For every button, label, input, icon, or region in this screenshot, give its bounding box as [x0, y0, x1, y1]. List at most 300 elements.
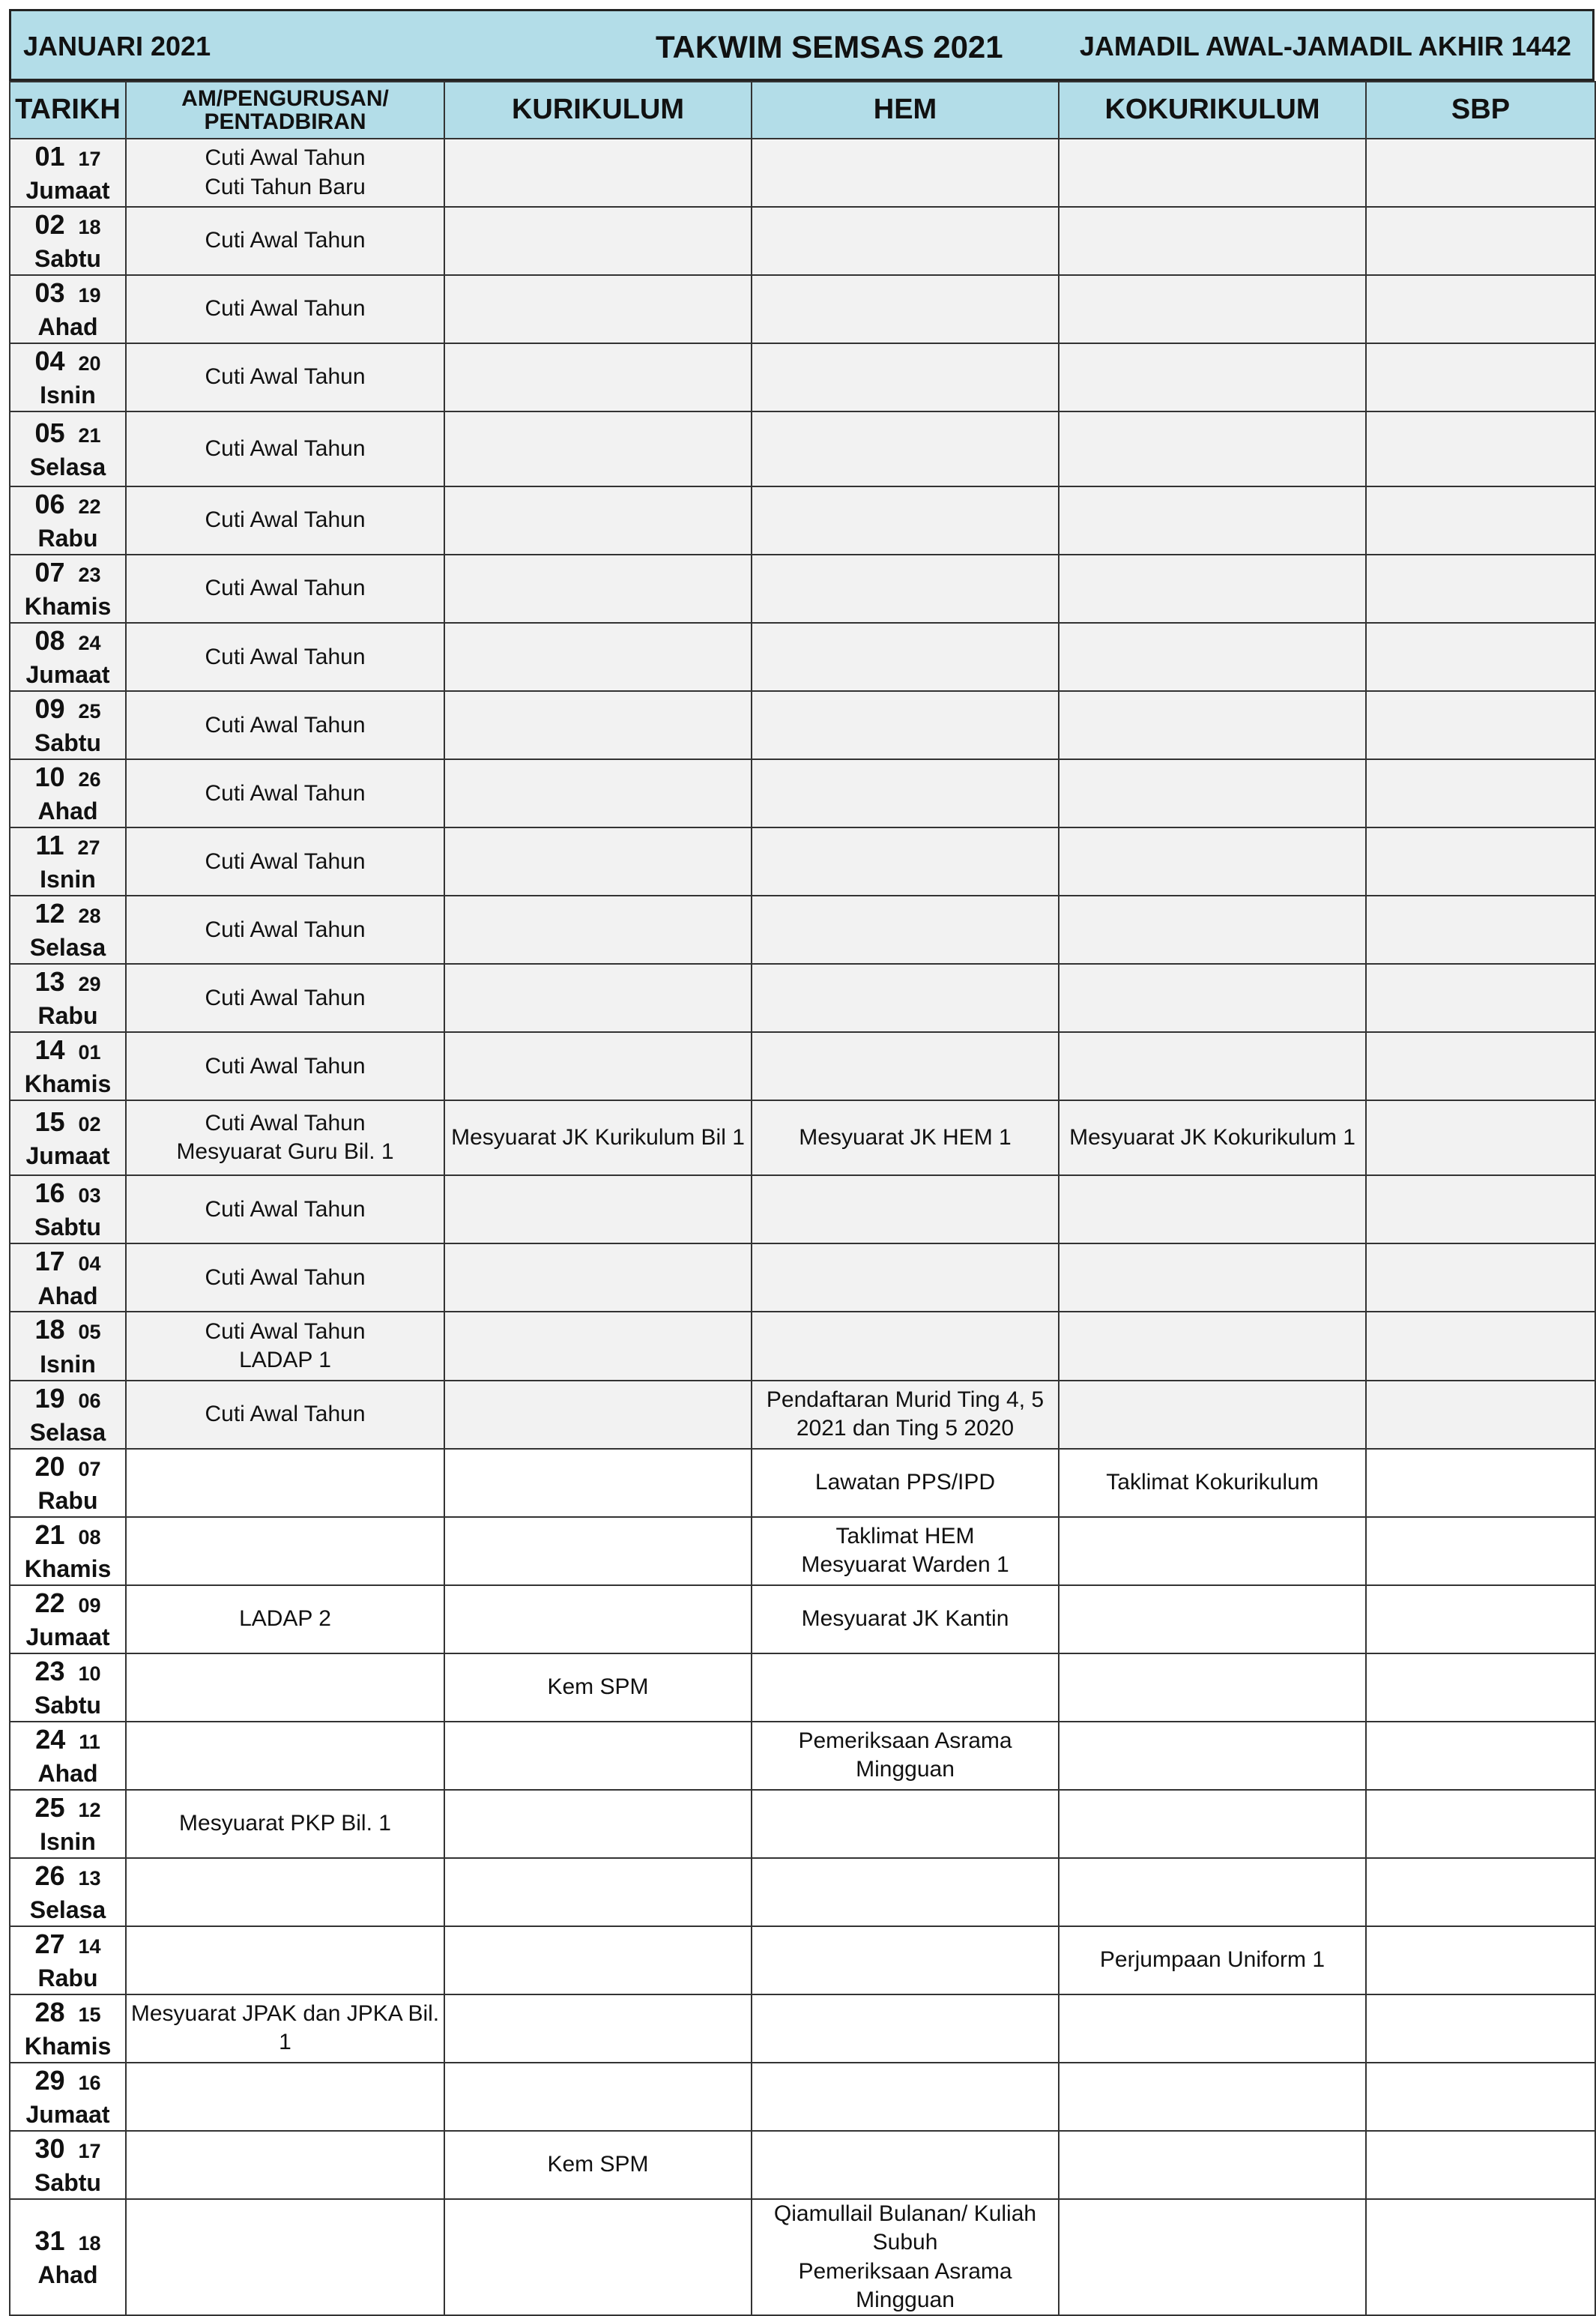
- date-cell: [10, 1653, 126, 1722]
- cell-sbp: [1366, 964, 1595, 1032]
- cell-hem: [752, 1858, 1059, 1926]
- cell-hem: [752, 486, 1059, 555]
- day-name: Jumaat: [25, 177, 110, 205]
- cell-hem: [752, 1381, 1059, 1449]
- cell-kokurikulum: [1059, 1722, 1366, 1790]
- cell-hem: [752, 1585, 1059, 1653]
- day-name: Isnin: [40, 382, 96, 409]
- event-text: Mesyuarat JK Kurikulum Bil 1: [451, 1125, 745, 1151]
- cell-hem: [752, 2063, 1059, 2131]
- date-number: 29: [34, 2064, 65, 2096]
- date-number: 10: [34, 762, 65, 793]
- calendar-table: [9, 81, 1596, 2316]
- cell-kurikulum: [444, 1722, 752, 1790]
- cell-kokurikulum: [1059, 207, 1366, 275]
- hijri-date-number: 08: [78, 1525, 101, 1548]
- cell-kokurikulum: [1059, 1100, 1366, 1175]
- event-text: Mesyuarat JK HEM 1: [799, 1125, 1012, 1151]
- cell-hem: [752, 827, 1059, 896]
- hijri-date-number: 16: [78, 2071, 101, 2094]
- event-text: Cuti Awal Tahun: [205, 228, 366, 253]
- cell-kokurikulum: [1059, 1858, 1366, 1926]
- cell-hem: [752, 1243, 1059, 1312]
- table-row: [10, 691, 1595, 759]
- date-cell: [10, 759, 126, 827]
- cell-am: [126, 1312, 444, 1380]
- event-text: Cuti Awal Tahun: [205, 1264, 366, 1290]
- event-text: Cuti Awal Tahun: [205, 1318, 366, 1344]
- event-text: Mesyuarat JK Kantin: [801, 1605, 1009, 1631]
- event-text: Mesyuarat PKP Bil. 1: [179, 1811, 391, 1836]
- cell-kurikulum: [444, 759, 752, 827]
- cell-kokurikulum: [1059, 1653, 1366, 1722]
- cell-kokurikulum: [1059, 1517, 1366, 1585]
- date-number: 18: [34, 1314, 65, 1345]
- date-number: 01: [34, 141, 65, 172]
- column-header-sbp: SBP: [1366, 82, 1595, 139]
- cell-sbp: [1366, 275, 1595, 343]
- event-text: Cuti Awal Tahun: [205, 435, 366, 461]
- cell-am: [126, 1858, 444, 1926]
- table-row: [10, 343, 1595, 411]
- hijri-date-number: 25: [78, 700, 101, 723]
- date-number: 17: [34, 1246, 65, 1277]
- event-text: Taklimat Kokurikulum: [1106, 1469, 1319, 1495]
- cell-kurikulum: [444, 1790, 752, 1858]
- day-name: Selasa: [29, 1418, 106, 1446]
- column-header-hem: HEM: [752, 82, 1059, 139]
- day-name: Rabu: [37, 525, 98, 552]
- day-name: Jumaat: [25, 1623, 110, 1650]
- cell-sbp: [1366, 1653, 1595, 1722]
- cell-kurikulum: [444, 139, 752, 207]
- page-title: TAKWIM SEMSAS 2021: [656, 29, 1003, 64]
- hijri-date-number: 10: [78, 1662, 101, 1685]
- date-number: 07: [34, 557, 65, 588]
- cell-hem: [752, 1032, 1059, 1100]
- event-text: Cuti Awal Tahun: [205, 1196, 366, 1222]
- column-header-kokurikulum: KOKURIKULUM: [1059, 82, 1366, 139]
- day-name: Jumaat: [25, 661, 110, 689]
- cell-am: [126, 896, 444, 964]
- date-number: 25: [34, 1791, 65, 1823]
- event-text: Mesyuarat JK Kokurikulum 1: [1069, 1125, 1355, 1151]
- day-name: Ahad: [37, 1282, 98, 1309]
- table-row: [10, 411, 1595, 486]
- day-name: Ahad: [37, 1759, 98, 1787]
- hijri-date-number: 02: [78, 1112, 101, 1136]
- cell-kurikulum: [444, 1381, 752, 1449]
- date-number: 20: [34, 1450, 65, 1482]
- cell-am: [126, 2063, 444, 2131]
- cell-hem: [752, 1926, 1059, 1994]
- day-name: Selasa: [29, 934, 106, 962]
- day-name: Ahad: [37, 2261, 98, 2289]
- date-number: 24: [35, 1723, 66, 1755]
- table-row: [10, 1100, 1595, 1175]
- cell-am: [126, 1517, 444, 1585]
- cell-am: [126, 343, 444, 411]
- hijri-date-number: 18: [78, 216, 101, 239]
- cell-sbp: [1366, 343, 1595, 411]
- table-row: [10, 2131, 1595, 2199]
- day-name: Jumaat: [25, 2100, 110, 2128]
- cell-kokurikulum: [1059, 759, 1366, 827]
- cell-sbp: [1366, 1926, 1595, 1994]
- cell-kokurikulum: [1059, 343, 1366, 411]
- header-row: [10, 82, 1595, 139]
- cell-hem: [752, 1722, 1059, 1790]
- date-cell: [10, 1926, 126, 1994]
- hijri-date-number: 24: [78, 632, 101, 655]
- cell-kokurikulum: [1059, 1994, 1366, 2063]
- date-number: 09: [34, 693, 65, 725]
- cell-hem: [752, 623, 1059, 691]
- cell-hem: [752, 275, 1059, 343]
- date-number: 05: [34, 417, 65, 448]
- cell-kokurikulum: [1059, 486, 1366, 555]
- day-name: Khamis: [24, 1554, 112, 1582]
- date-cell: [10, 1790, 126, 1858]
- hijri-date-number: 14: [78, 1934, 101, 1958]
- date-number: 31: [34, 2225, 65, 2257]
- cell-kurikulum: [444, 2063, 752, 2131]
- cell-hem: [752, 1653, 1059, 1722]
- date-cell: [10, 139, 126, 207]
- cell-am: [126, 1175, 444, 1243]
- cell-kurikulum: [444, 1585, 752, 1653]
- month-label: JANUARI 2021: [23, 31, 211, 61]
- cell-hem: [752, 1100, 1059, 1175]
- cell-am: [126, 1994, 444, 2063]
- date-number: 26: [34, 1860, 65, 1891]
- day-name: Sabtu: [34, 729, 101, 757]
- cell-sbp: [1366, 759, 1595, 827]
- cell-sbp: [1366, 1032, 1595, 1100]
- date-number: 16: [34, 1177, 65, 1209]
- cell-sbp: [1366, 827, 1595, 896]
- cell-am: [126, 1585, 444, 1653]
- hijri-date-number: 04: [78, 1252, 101, 1276]
- cell-sbp: [1366, 1243, 1595, 1312]
- day-name: Khamis: [24, 2032, 112, 2060]
- cell-am: [126, 1381, 444, 1449]
- cell-hem: [752, 896, 1059, 964]
- cell-am: [126, 623, 444, 691]
- hijri-date-number: 21: [78, 423, 101, 447]
- date-number: 28: [34, 1996, 65, 2027]
- date-cell: [10, 1312, 126, 1380]
- cell-hem: [752, 1994, 1059, 2063]
- date-cell: [10, 691, 126, 759]
- day-name: Sabtu: [34, 2168, 101, 2196]
- cell-sbp: [1366, 691, 1595, 759]
- event-text: Cuti Awal Tahun: [205, 985, 366, 1010]
- cell-hem: [752, 1175, 1059, 1243]
- date-cell: [10, 2131, 126, 2199]
- cell-kokurikulum: [1059, 275, 1366, 343]
- day-name: Rabu: [37, 1002, 98, 1030]
- cell-kokurikulum: [1059, 2063, 1366, 2131]
- table-row: [10, 1449, 1595, 1517]
- cell-kokurikulum: [1059, 623, 1366, 691]
- cell-kurikulum: [444, 1312, 752, 1380]
- cell-am: [126, 555, 444, 623]
- cell-kokurikulum: [1059, 555, 1366, 623]
- table-row: [10, 139, 1595, 207]
- date-cell: [10, 2199, 126, 2316]
- date-number: 19: [34, 1382, 65, 1414]
- hijri-date-number: 15: [78, 2003, 101, 2026]
- hijri-date-number: 05: [78, 1321, 101, 1344]
- table-row: [10, 896, 1595, 964]
- table-row: [10, 2063, 1595, 2131]
- cell-sbp: [1366, 1312, 1595, 1380]
- cell-kurikulum: [444, 1994, 752, 2063]
- hijri-date-number: 01: [78, 1041, 101, 1064]
- hijri-date-number: 06: [78, 1389, 101, 1412]
- cell-hem: [752, 555, 1059, 623]
- event-text: Pendaftaran Murid Ting 4, 5: [766, 1387, 1045, 1412]
- cell-kurikulum: [444, 1243, 752, 1312]
- day-name: Rabu: [37, 1486, 98, 1514]
- event-text: Cuti Awal Tahun: [205, 145, 366, 171]
- cell-am: [126, 691, 444, 759]
- event-text: Cuti Awal Tahun: [205, 780, 366, 806]
- cell-kokurikulum: [1059, 691, 1366, 759]
- event-text: Lawatan PPS/IPD: [814, 1469, 996, 1495]
- cell-kurikulum: [444, 275, 752, 343]
- day-name: Rabu: [37, 1964, 98, 1991]
- cell-kokurikulum: [1059, 1926, 1366, 1994]
- date-cell: [10, 1722, 126, 1790]
- date-cell: [10, 2063, 126, 2131]
- cell-am: [126, 759, 444, 827]
- cell-sbp: [1366, 1517, 1595, 1585]
- day-name: Isnin: [40, 866, 96, 893]
- cell-hem: [752, 411, 1059, 486]
- hijri-date-number: 19: [78, 284, 101, 307]
- table-row: [10, 623, 1595, 691]
- hijri-date-number: 12: [78, 1798, 101, 1821]
- date-cell: [10, 1858, 126, 1926]
- cell-am: [126, 1032, 444, 1100]
- cell-kurikulum: [444, 1517, 752, 1585]
- event-text: Pemeriksaan Asrama: [798, 2258, 1012, 2284]
- event-text: Cuti Awal Tahun: [205, 644, 366, 669]
- cell-kokurikulum: [1059, 827, 1366, 896]
- event-text: Cuti Awal Tahun: [205, 712, 366, 738]
- cell-kokurikulum: [1059, 2199, 1366, 2316]
- cell-sbp: [1366, 555, 1595, 623]
- event-text: Mingguan: [856, 1757, 955, 1782]
- cell-kurikulum: [444, 691, 752, 759]
- date-cell: [10, 1585, 126, 1653]
- hijri-date-number: 18: [78, 2232, 101, 2255]
- cell-sbp: [1366, 1858, 1595, 1926]
- date-number: 08: [34, 625, 65, 657]
- event-text: Kem SPM: [547, 1674, 649, 1699]
- cell-hem: [752, 1312, 1059, 1380]
- table-row: [10, 2199, 1595, 2316]
- event-text: Cuti Tahun Baru: [205, 174, 366, 199]
- hijri-date-number: 11: [79, 1730, 100, 1753]
- cell-hem: [752, 964, 1059, 1032]
- cell-hem: [752, 1790, 1059, 1858]
- table-row: [10, 827, 1595, 896]
- date-number: 27: [34, 1928, 65, 1959]
- date-cell: [10, 1517, 126, 1585]
- event-text: Qiamullail Bulanan/ Kuliah: [773, 2201, 1037, 2226]
- cell-sbp: [1366, 2131, 1595, 2199]
- event-text: Taklimat HEM: [835, 1523, 975, 1548]
- table-row: [10, 1858, 1595, 1926]
- day-name: Selasa: [29, 453, 106, 480]
- calendar-body: [10, 139, 1595, 2315]
- day-name: Ahad: [37, 313, 98, 341]
- event-text: Cuti Awal Tahun: [205, 1111, 366, 1136]
- event-text: Subuh: [872, 2230, 938, 2255]
- date-cell: [10, 896, 126, 964]
- cell-sbp: [1366, 1790, 1595, 1858]
- table-row: [10, 1585, 1595, 1653]
- hijri-date-number: 28: [78, 905, 101, 928]
- table-row: [10, 1722, 1595, 1790]
- date-cell: [10, 964, 126, 1032]
- table-row: [10, 1926, 1595, 1994]
- cell-sbp: [1366, 1585, 1595, 1653]
- date-cell: [10, 1381, 126, 1449]
- date-number: 06: [34, 489, 65, 520]
- cell-kurikulum: [444, 896, 752, 964]
- cell-hem: [752, 343, 1059, 411]
- cell-kurikulum: [444, 343, 752, 411]
- hijri-date-number: 26: [78, 768, 101, 791]
- hijri-date-number: 17: [78, 2139, 101, 2162]
- cell-sbp: [1366, 1449, 1595, 1517]
- table-row: [10, 1175, 1595, 1243]
- event-text: Mesyuarat Warden 1: [801, 1552, 1009, 1578]
- date-cell: [10, 1449, 126, 1517]
- cell-sbp: [1366, 411, 1595, 486]
- cell-am: [126, 2131, 444, 2199]
- hijri-date-number: 22: [78, 495, 101, 519]
- table-row: [10, 1994, 1595, 2063]
- cell-kokurikulum: [1059, 896, 1366, 964]
- cell-kurikulum: [444, 2199, 752, 2316]
- cell-kokurikulum: [1059, 1312, 1366, 1380]
- cell-sbp: [1366, 207, 1595, 275]
- cell-am: [126, 2199, 444, 2316]
- table-row: [10, 486, 1595, 555]
- cell-am: [126, 275, 444, 343]
- table-row: [10, 964, 1595, 1032]
- date-cell: [10, 1032, 126, 1100]
- hijri-date-number: 29: [78, 973, 101, 996]
- event-text: Cuti Awal Tahun: [205, 848, 366, 874]
- column-header-kurikulum: KURIKULUM: [444, 82, 752, 139]
- cell-kurikulum: [444, 1858, 752, 1926]
- event-text: Cuti Awal Tahun: [205, 364, 366, 390]
- cell-kokurikulum: [1059, 1381, 1366, 1449]
- event-text: Cuti Awal Tahun: [205, 1053, 366, 1079]
- date-cell: [10, 343, 126, 411]
- cell-kurikulum: [444, 555, 752, 623]
- date-number: 15: [34, 1106, 65, 1137]
- cell-am: [126, 207, 444, 275]
- cell-hem: [752, 139, 1059, 207]
- table-row: [10, 1381, 1595, 1449]
- cell-am: [126, 1722, 444, 1790]
- hijri-date-number: 13: [78, 1866, 101, 1890]
- hijri-date-number: 03: [78, 1184, 101, 1207]
- day-name: Isnin: [40, 1827, 96, 1855]
- cell-kokurikulum: [1059, 1585, 1366, 1653]
- day-name: Khamis: [24, 1070, 112, 1098]
- cell-am: [126, 1243, 444, 1312]
- date-cell: [10, 275, 126, 343]
- column-header-tarikh: TARIKH: [10, 82, 126, 139]
- day-name: Ahad: [37, 797, 98, 825]
- event-text: Pemeriksaan Asrama: [798, 1728, 1012, 1753]
- cell-am: [126, 1653, 444, 1722]
- cell-kokurikulum: [1059, 2131, 1366, 2199]
- cell-kokurikulum: [1059, 139, 1366, 207]
- table-row: [10, 555, 1595, 623]
- event-text: Kem SPM: [547, 2152, 649, 2177]
- cell-kokurikulum: [1059, 964, 1366, 1032]
- cell-kokurikulum: [1059, 1175, 1366, 1243]
- cell-kurikulum: [444, 411, 752, 486]
- table-row: [10, 207, 1595, 275]
- date-cell: [10, 207, 126, 275]
- cell-hem: [752, 207, 1059, 275]
- table-row: [10, 1032, 1595, 1100]
- day-name: Sabtu: [34, 1691, 101, 1719]
- date-number: 22: [34, 1587, 65, 1618]
- cell-kurikulum: [444, 623, 752, 691]
- day-name: Jumaat: [25, 1142, 110, 1169]
- cell-sbp: [1366, 139, 1595, 207]
- cell-am: [126, 1926, 444, 1994]
- date-number: 30: [34, 2132, 65, 2164]
- cell-sbp: [1366, 2199, 1595, 2316]
- table-row: [10, 759, 1595, 827]
- date-cell: [10, 486, 126, 555]
- cell-hem: [752, 2131, 1059, 2199]
- event-text: 2021 dan Ting 5 2020: [796, 1416, 1015, 1441]
- hijri-date-number: 20: [78, 352, 101, 376]
- day-name: Khamis: [24, 593, 112, 621]
- event-text: Mesyuarat Guru Bil. 1: [176, 1139, 394, 1165]
- date-number: 04: [34, 346, 65, 377]
- hijri-date-number: 17: [78, 148, 101, 170]
- day-name: Sabtu: [34, 245, 101, 273]
- cell-kurikulum: [444, 207, 752, 275]
- table-row: [10, 1790, 1595, 1858]
- event-text: Mingguan: [856, 2288, 955, 2313]
- cell-sbp: [1366, 486, 1595, 555]
- cell-sbp: [1366, 623, 1595, 691]
- hijri-date-number: 27: [77, 836, 100, 860]
- date-cell: [10, 1175, 126, 1243]
- date-cell: [10, 555, 126, 623]
- date-number: 02: [34, 209, 65, 241]
- event-text: Cuti Awal Tahun: [205, 1401, 366, 1426]
- cell-am: [126, 964, 444, 1032]
- event-text: Perjumpaan Uniform 1: [1099, 1947, 1326, 1973]
- date-number: 12: [34, 898, 65, 929]
